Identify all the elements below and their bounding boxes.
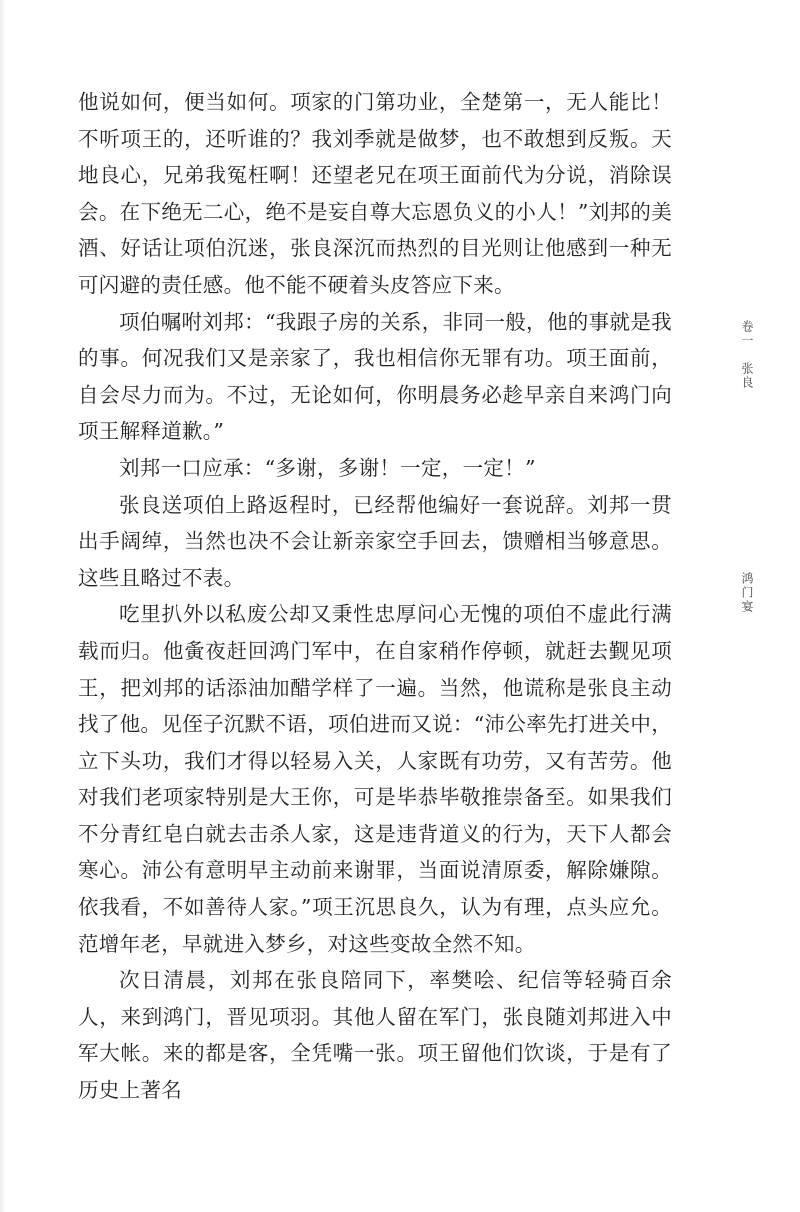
paragraph: 次日清晨，刘邦在张良陪同下，率樊哙、纪信等轻骑百余人，来到鸿门，晋见项羽。其他人留在军门，张良随刘邦进入中军大帐。来的都是客，全凭嘴一张。项王留他们饮谈，于是有了历史上著名 [78,968,672,1103]
paragraph: 他说如何，便当如何。项家的门第功业，全楚第一，无人能比！不听项王的，还听谁的？我刘季就是做梦，也不敢想到反叛。天地良心，兄弟我冤枉啊！还望老兄在项王面前代为分说，消除误会。在下绝无二心，绝不是妄自尊大忘恩负义的小人！”刘邦的美酒、好话让项伯沉迷，张良深沉而热烈的目光则让他感到一种无可闪避的责任感。他不能不硬着头皮答应下来。 [78,90,672,297]
page-body-text [78,84,672,1109]
running-head-section: 鸿门宴 [740,572,754,614]
paragraph: 吃里扒外以私废公却又秉性忠厚问心无愧的项伯不虚此行满载而归。他夤夜赶回鸿门军中，在自家稍作停顿，就赶去觐见项王，把刘邦的话添油加醋学样了一遍。当然，他谎称是张良主动找了他。见侄子沉默不语，项伯进而又说：“沛公率先打进关中，立下头功，我们才得以轻易入关，人家既有功劳，又有苦劳。他对我们老项家特别是大王你，可是毕恭毕敬推崇备至。如果我们不分青红皂白就去击杀人家，这是违背道义的行为，天下人都会寒心。沛公有意明早主动前来谢罪，当面说清原委，解除嫌隙。依我看，不如善待人家。”项王沉思良久，认为有理，点头应允。范增年老，早就进入梦乡，对这些变故全然不知。 [78,602,672,956]
paragraph: 张良送项伯上路返程时，已经帮他编好一套说辞。刘邦一贯出手阔绰，当然也决不会让新亲家空手回去，馈赠相当够意思。这些且略过不表。 [78,492,672,590]
paragraph: 刘邦一口应承：“多谢，多谢！一定，一定！” [119,455,536,480]
paragraph: 项伯嘱咐刘邦：“我跟子房的关系，非同一般，他的事就是我的事。何况我们又是亲家了，我也相信你无罪有功。项王面前，自会尽力而为。不过，无论如何，你明晨务必趁早亲自来鸿门向项王解释道歉。” [78,309,672,444]
running-head-chapter: 卷一 张良 [740,320,754,390]
binding-shadow [0,0,6,1212]
